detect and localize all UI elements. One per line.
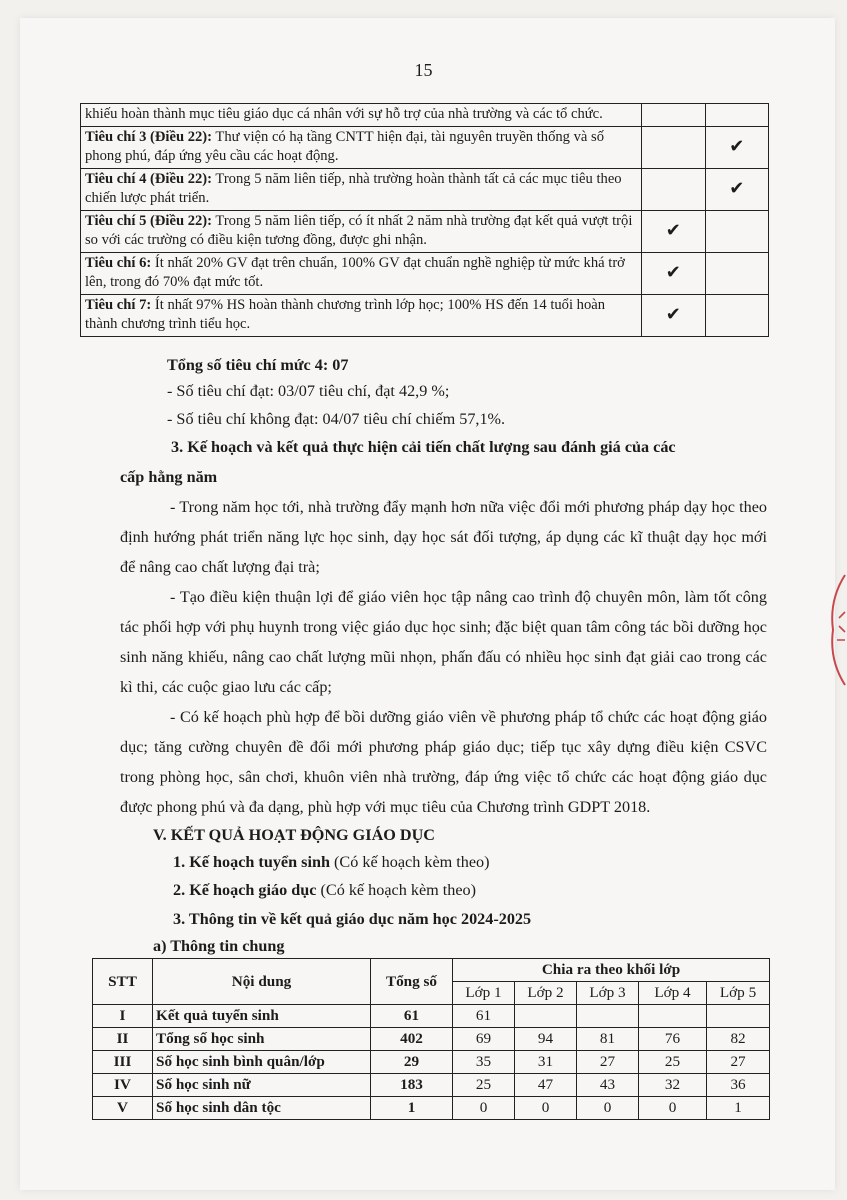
criteria-met-check [642, 168, 706, 210]
criteria-text: khiếu hoàn thành mục tiêu giáo dục cá nhân với sự hỗ trợ của nhà trường và các tổ chức. [81, 104, 642, 127]
criteria-unmet-check [705, 294, 769, 336]
criteria-unmet-check: ✔ [705, 168, 769, 210]
header-grade: Lớp 2 [515, 982, 577, 1005]
row-total: 61 [371, 1005, 453, 1028]
row-stt: III [93, 1051, 153, 1074]
row-content: Kết quả tuyển sinh [153, 1005, 371, 1028]
row-grade-value: 25 [453, 1074, 515, 1097]
row-content: Tổng số học sinh [153, 1028, 371, 1051]
section3-heading-cont: cấp hằng năm [120, 468, 218, 486]
row-grade-value: 0 [639, 1097, 707, 1120]
header-grade: Lớp 5 [707, 982, 770, 1005]
header-grade: Lớp 4 [639, 982, 707, 1005]
row-total: 1 [371, 1097, 453, 1120]
row-total: 29 [371, 1051, 453, 1074]
header-grade: Lớp 3 [577, 982, 639, 1005]
row-total: 402 [371, 1028, 453, 1051]
table-row [93, 1097, 770, 1120]
header-content: Nội dung [153, 959, 371, 1005]
criteria-row [81, 252, 769, 294]
section3-paragraph-2: - Tạo điều kiện thuận lợi để giáo viên học tập nâng cao trình độ chuyên môn, làm tốt công tác phối hợp với phụ huynh trong việc giáo dục học sinh; đặc biệt quan tâm công tác bồi dưỡng học sinh năng khiếu, nâng cao chất lượng mũi nhọn, phấn đấu có nhiều học sinh đạt giải cao trong các kì thi, các cuộc giao lưu các cấp; [120, 588, 767, 696]
row-total: 183 [371, 1074, 453, 1097]
row-stt: IV [93, 1074, 153, 1097]
page-number: 15 [414, 60, 433, 80]
row-content: Số học sinh dân tộc [153, 1097, 371, 1120]
criteria-text: Tiêu chí 3 (Điều 22): Thư viện có hạ tầng CNTT hiện đại, tài nguyên truyền thống và số phong phú, đáp ứng yêu cầu các hoạt động. [81, 126, 642, 168]
summary-met: - Số tiêu chí đạt: 03/07 tiêu chí, đạt 42,9 %; [167, 382, 450, 400]
row-content: Số học sinh bình quân/lớp [153, 1051, 371, 1074]
row-grade-value: 27 [577, 1051, 639, 1074]
item-general-info: a) Thông tin chung [153, 937, 285, 955]
table-row [93, 1005, 770, 1028]
criteria-table [80, 103, 769, 337]
criteria-met-check: ✔ [642, 210, 706, 252]
criteria-text: Tiêu chí 6: Ít nhất 20% GV đạt trên chuẩn, 100% GV đạt chuẩn nghề nghiệp từ mức khá trở lên, trong đó 70% đạt mức tốt. [81, 252, 642, 294]
criteria-text: Tiêu chí 5 (Điều 22): Trong 5 năm liên tiếp, có ít nhất 2 năm nhà trường đạt kết quả vượt trội so với các trường có điều kiện tương đồng, được ghi nhận. [81, 210, 642, 252]
row-grade-value: 31 [515, 1051, 577, 1074]
table-row [93, 1051, 770, 1074]
row-grade-value [577, 1005, 639, 1028]
header-grade: Lớp 1 [453, 982, 515, 1005]
row-stt: V [93, 1097, 153, 1120]
row-grade-value: 47 [515, 1074, 577, 1097]
section3-paragraph-1: - Trong năm học tới, nhà trường đẩy mạnh hơn nữa việc đổi mới phương pháp dạy học theo định hướng phát triển năng lực học sinh, dạy học sát đối tượng, áp dụng các kĩ thuật dạy học mới để nâng cao chất lượng đại trà; [120, 498, 767, 576]
header-by-grade: Chia ra theo khối lớp [453, 959, 770, 982]
row-grade-value: 82 [707, 1028, 770, 1051]
criteria-text: Tiêu chí 7: Ít nhất 97% HS hoàn thành chương trình lớp học; 100% HS đến 14 tuổi hoàn thành chương trình tiểu học. [81, 294, 642, 336]
row-content: Số học sinh nữ [153, 1074, 371, 1097]
row-grade-value [515, 1005, 577, 1028]
row-grade-value [639, 1005, 707, 1028]
summary-title: Tổng số tiêu chí mức 4: 07 [167, 356, 349, 374]
criteria-unmet-check [705, 210, 769, 252]
row-grade-value: 1 [707, 1097, 770, 1120]
criteria-met-check: ✔ [642, 294, 706, 336]
row-grade-value: 32 [639, 1074, 707, 1097]
criteria-text: Tiêu chí 4 (Điều 22): Trong 5 năm liên tiếp, nhà trường hoàn thành tất cả các mục tiêu theo chiến lược phát triển. [81, 168, 642, 210]
item-admission-plan: 1. Kế hoạch tuyển sinh (Có kế hoạch kèm theo) [173, 853, 490, 871]
row-grade-value: 0 [577, 1097, 639, 1120]
row-stt: I [93, 1005, 153, 1028]
row-grade-value [707, 1005, 770, 1028]
row-stt: II [93, 1028, 153, 1051]
row-grade-value: 76 [639, 1028, 707, 1051]
criteria-row [81, 210, 769, 252]
table-row [93, 1028, 770, 1051]
header-total: Tổng số [371, 959, 453, 1005]
section3-paragraph-3: - Có kế hoạch phù hợp để bồi dưỡng giáo viên về phương pháp tổ chức các hoạt động giáo dục; tăng cường chuyên đề đổi mới phương pháp giáo dục; tiếp tục xây dựng điều kiện CSVC trong phòng học, sân chơi, khuôn viên nhà trường, đáp ứng việc tổ chức các hoạt động giáo dục được phong phú và đa dạng, phù hợp với mục tiêu của Chương trình GDPT 2018. [120, 708, 767, 816]
row-grade-value: 69 [453, 1028, 515, 1051]
row-grade-value: 81 [577, 1028, 639, 1051]
criteria-row [81, 168, 769, 210]
row-grade-value: 61 [453, 1005, 515, 1028]
criteria-row [81, 126, 769, 168]
criteria-unmet-check: ✔ [705, 126, 769, 168]
section3-heading: 3. Kế hoạch và kết quả thực hiện cải tiến chất lượng sau đánh giá của các [171, 438, 676, 456]
row-grade-value: 0 [515, 1097, 577, 1120]
header-stt: STT [93, 959, 153, 1005]
criteria-row [81, 294, 769, 336]
section5-heading: V. KẾT QUẢ HOẠT ĐỘNG GIÁO DỤC [153, 826, 435, 844]
criteria-met-check [642, 104, 706, 127]
summary-unmet: - Số tiêu chí không đạt: 04/07 tiêu chí chiếm 57,1%. [167, 410, 506, 428]
education-stats-table [92, 958, 770, 1120]
criteria-met-check [642, 126, 706, 168]
item-education-plan: 2. Kế hoạch giáo dục (Có kế hoạch kèm theo) [173, 881, 477, 899]
criteria-unmet-check [705, 252, 769, 294]
row-grade-value: 35 [453, 1051, 515, 1074]
row-grade-value: 0 [453, 1097, 515, 1120]
row-grade-value: 27 [707, 1051, 770, 1074]
criteria-unmet-check [705, 104, 769, 127]
row-grade-value: 36 [707, 1074, 770, 1097]
red-stamp-edge [825, 570, 847, 690]
row-grade-value: 43 [577, 1074, 639, 1097]
row-grade-value: 25 [639, 1051, 707, 1074]
table-row [93, 1074, 770, 1097]
criteria-row [81, 104, 769, 127]
item-results-info: 3. Thông tin về kết quả giáo dục năm học 2024-2025 [173, 910, 532, 928]
row-grade-value: 94 [515, 1028, 577, 1051]
criteria-met-check: ✔ [642, 252, 706, 294]
